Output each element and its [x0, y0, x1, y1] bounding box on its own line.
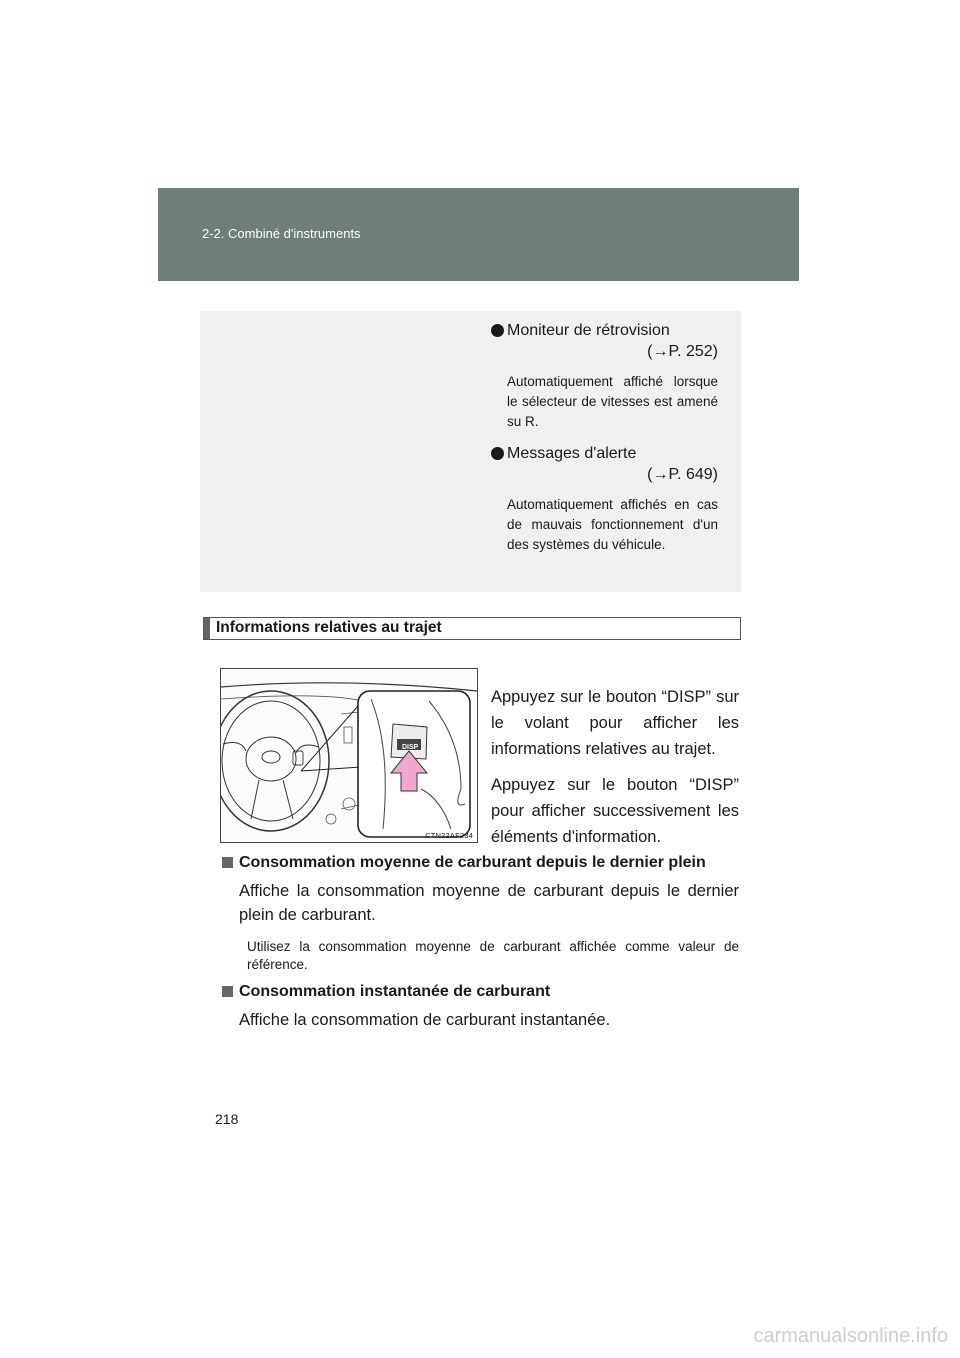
bullet-icon [491, 324, 504, 337]
bullet-icon [491, 447, 504, 460]
illustration-code: CTN22AF234 [425, 831, 473, 840]
page-number: 218 [215, 1111, 239, 1127]
item-body: Affiche la consommation moyenne de carburant depuis le dernier plein de carburant. [239, 882, 739, 924]
section-title: Informations relatives au trajet [216, 619, 442, 636]
intro-paragraph-1: Appuyez sur le bouton “DISP” sur le volant pour afficher les informations relatives au trajet. [491, 688, 739, 758]
section-intro-text [491, 684, 739, 860]
item-heading [221, 853, 739, 873]
info-item-description: Automatiquement affichés en cas de mauvais fonctionnement d'un des systèmes du véhicule. [507, 497, 718, 552]
item-heading-text: Consommation moyenne de carburant depuis le dernier plein [239, 854, 706, 871]
square-bullet-icon [222, 857, 233, 868]
info-item-title: Moniteur de rétrovision [507, 322, 670, 339]
item-average-consumption [221, 853, 739, 974]
info-item-title: Messages d'alerte [507, 445, 637, 462]
info-item-description: Automatiquement affiché lorsque le sélecteur de vitesses est amené su R. [507, 374, 718, 429]
chapter-title: 2-2. Combiné d'instruments [202, 226, 361, 241]
item-heading-text: Consommation instantanée de carburant [239, 983, 551, 1000]
intro-paragraph-2: Appuyez sur le bouton “DISP” pour afficher successivement les éléments d'information. [491, 776, 739, 846]
item-instant-consumption [221, 982, 739, 1032]
info-item-warnings [492, 444, 718, 555]
item-body: Affiche la consommation de carburant instantanée. [239, 1011, 611, 1029]
info-list [492, 321, 718, 567]
page-reference-link[interactable]: (→P. 252) [647, 343, 718, 360]
info-box [200, 311, 741, 592]
square-bullet-icon [222, 986, 233, 997]
watermark: carmanualsonline.info [753, 1325, 948, 1347]
item-heading [221, 982, 739, 1002]
steering-wheel-drawing [221, 669, 477, 842]
steering-wheel-illustration [220, 668, 478, 843]
disp-button-label: DISP [402, 744, 419, 751]
info-item-rear-view [492, 321, 718, 432]
item-note: Utilisez la consommation moyenne de carburant affichée comme valeur de référence. [247, 939, 739, 972]
chapter-header-band [158, 188, 799, 281]
section-heading-bar [203, 617, 741, 640]
page-reference-link[interactable]: (→P. 649) [647, 466, 718, 483]
section-marker [204, 618, 210, 639]
